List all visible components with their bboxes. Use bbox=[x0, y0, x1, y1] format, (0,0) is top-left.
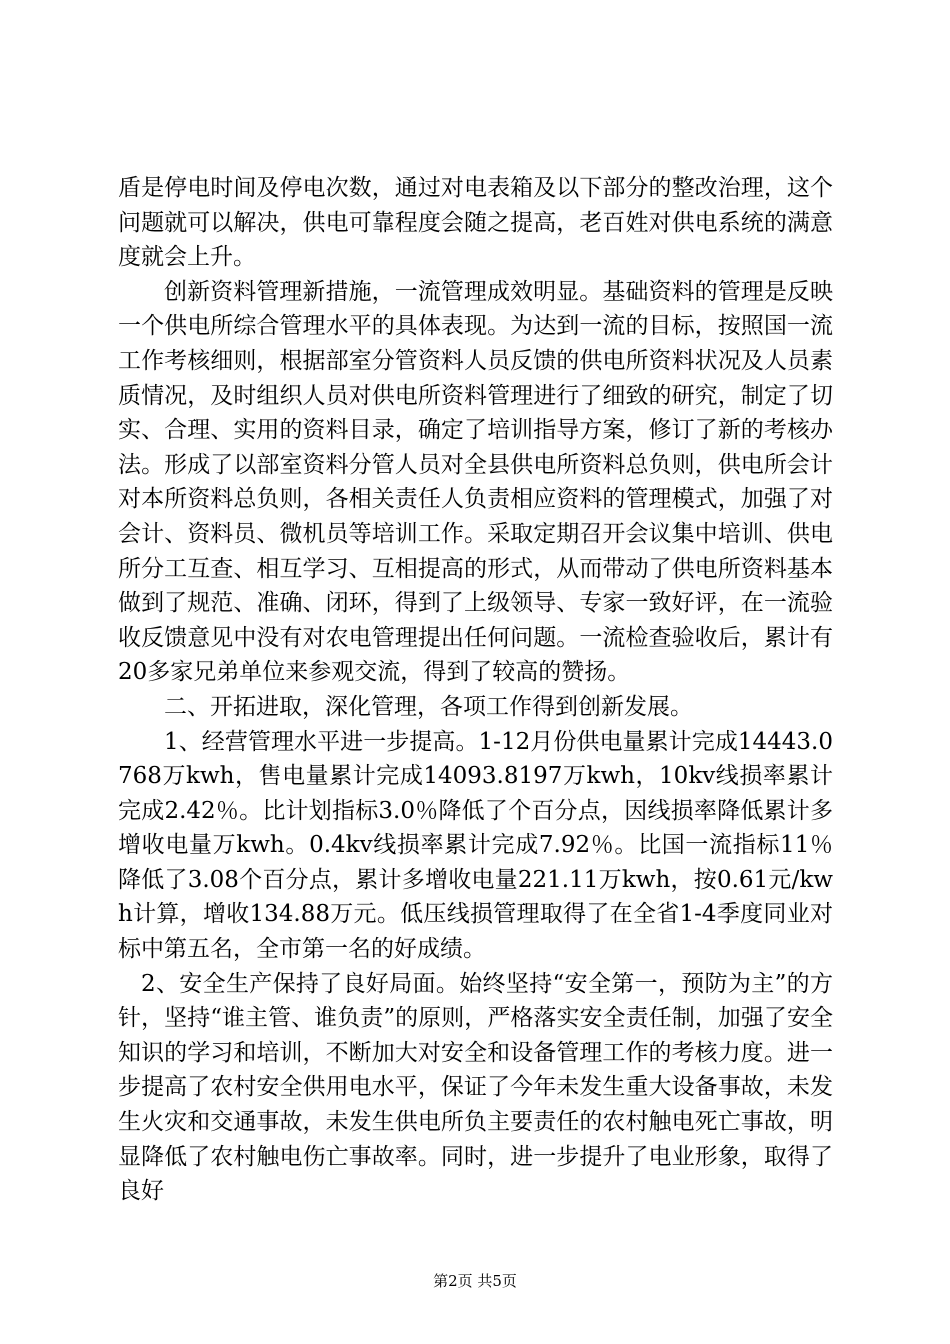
paragraph-data-management: 创新资料管理新措施，一流管理成效明显。基础资料的管理是反映一个供电所综合管理水平的具体表现。为达到一流的目标，按照国一流工作考核细则，根据部室分管资料人员反馈的供电所资料状况及人员素质情况，及时组织人员对供电所资料管理进行了细致的研究，制定了切实、合理、实用的资料目录，确定了培训指导方案，修订了新的考核办法。形成了以部室资料分管人员对全县供电所资料总负则，供电所会计对本所资料总负则，各相关责任人负责相应资料的管理模式，加强了对会计、资料员、微机员等培训工作。采取定期召开会议集中培训、供电所分工互查、相互学习、互相提高的形式，从而带动了供电所资料基本做到了规范、准确、闭环，得到了上级领导、专家一致好评，在一流验收反馈意见中没有对农电管理提出任何问题。一流检查验收后，累计有20多家兄弟单位来参观交流，得到了较高的赞扬。 bbox=[118, 278, 833, 686]
paragraph-safety: 2、安全生产保持了良好局面。始终坚持“安全第一，预防为主”的方针，坚持“谁主管、谁负责”的原则，严格落实安全责任制，加强了安全知识的学习和培训，不断加大对安全和设备管理工作的考核力度。进一步提高了农村安全供用电水平，保证了今年未发生重大设备事故，未发生火灾和交通事故，未发生供电所负主要责任的农村触电死亡事故，明显降低了农村触电伤亡事故率。同时，进一步提升了电业形象，取得了良好 bbox=[118, 970, 833, 1205]
paragraph-operations: 1、经营管理水平进一步提高。1-12月份供电量累计完成14443.0768万kwh，售电量累计完成14093.8197万kwh，10kv线损率累计完成2.42％。比计划指标3.0％降低了个百分点，因线损率降低累计多增收电量万kwh。0.4kv线损率累计完成7.92％。比国一流指标11％降低了3.08个百分点，累计多增收电量221.11万kwh，按0.61元/kwh计算，增收134.88万元。低压线损管理取得了在全省1-4季度同业对标中第五名，全市第一名的好成绩。 bbox=[118, 728, 833, 963]
section-heading-two: 二、开拓进取，深化管理，各项工作得到创新发展。 bbox=[164, 693, 693, 720]
page-footer: 第2页 共5页 bbox=[433, 1272, 517, 1290]
paragraph-continuation: 盾是停电时间及停电次数，通过对电表箱及以下部分的整改治理，这个问题就可以解决，供电可靠程度会随之提高，老百姓对供电系统的满意度就会上升。 bbox=[118, 175, 833, 271]
document-body bbox=[118, 171, 833, 1209]
